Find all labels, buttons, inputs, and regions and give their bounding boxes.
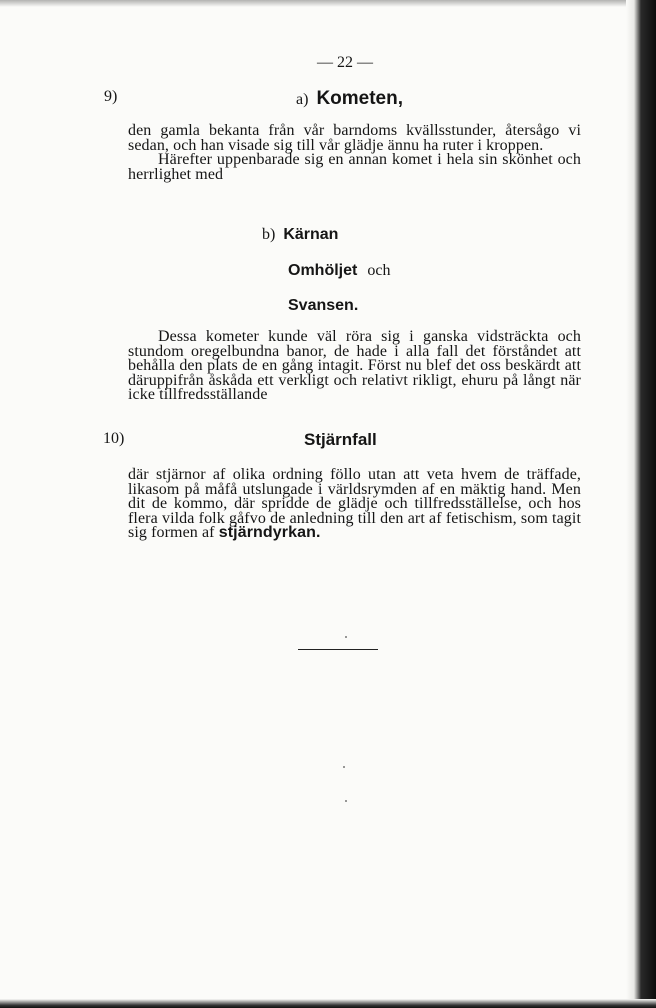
section-10-title: Stjärnfall (304, 430, 377, 449)
paragraph-harefter: Härefter uppenbarade sig en annan komet i hela sin skönhet och herrlighet med (128, 151, 581, 183)
section-9a-heading (296, 88, 403, 110)
section-9b-omholjet-line (288, 262, 390, 280)
section-9b-title-omholjet: Omhöljet (288, 262, 358, 279)
paper-speck (345, 636, 347, 638)
scan-bottom-edge (0, 999, 656, 1008)
paragraph-stjarnfall (128, 468, 581, 541)
scan-right-edge (626, 0, 656, 1008)
section-9b-letter: b) (262, 226, 276, 243)
section-9a-title: Kometen, (316, 88, 404, 109)
paragraph-dessa-kometer: Dessa kometer kunde väl röra sig i ganska vidsträckta och stundom oregelbundna banor, de hade i alla fall det förståndet att behålla den plats de en gång intagit. Först nu blef det oss beskärdt att däruppifrån åskåda ett verkligt och relativt rikligt, ehuru på långt när icke tillfredsställande (128, 328, 581, 403)
section-9-text-block-2 (128, 330, 581, 403)
paragraph-stjarnfall-text: där stjärnor af olika ordning föllo utan att veta hvem de träffade, likasom på måfå utslungade i världsrymden af en mäktig hand. Men dit de kommo, där spridde de glädje och tillfredsställelse, och hos flera vilda folk gåfvo de anledning till den art af fetischism, som tagit sig formen af (128, 466, 581, 541)
section-end-divider (298, 649, 378, 650)
section-9a-letter: a) (296, 91, 309, 108)
section-10-number: 10) (103, 430, 125, 447)
section-10-text-block (128, 468, 581, 541)
section-9b-title-svansen: Svansen. (288, 297, 359, 314)
paper-speck (343, 766, 345, 768)
paragraph-kometen: den gamla bekanta från vår barndoms kvällsstunder, återsågo vi sedan, och han visade sig till vår glädje ännu ha ruter i kroppen. (128, 122, 581, 154)
paper-speck (345, 800, 347, 802)
section-9-number: 9) (104, 88, 118, 105)
section-9-text-block-1 (128, 124, 581, 182)
section-9b-heading (262, 226, 338, 244)
section-9b-och: och (367, 262, 391, 279)
section-9b-title-karnan: Kärnan (283, 226, 339, 243)
emphasis-stjarndyrkan: stjärndyrkan. (218, 524, 321, 541)
page-number: — 22 — (317, 54, 373, 71)
scan-top-edge (0, 0, 626, 7)
